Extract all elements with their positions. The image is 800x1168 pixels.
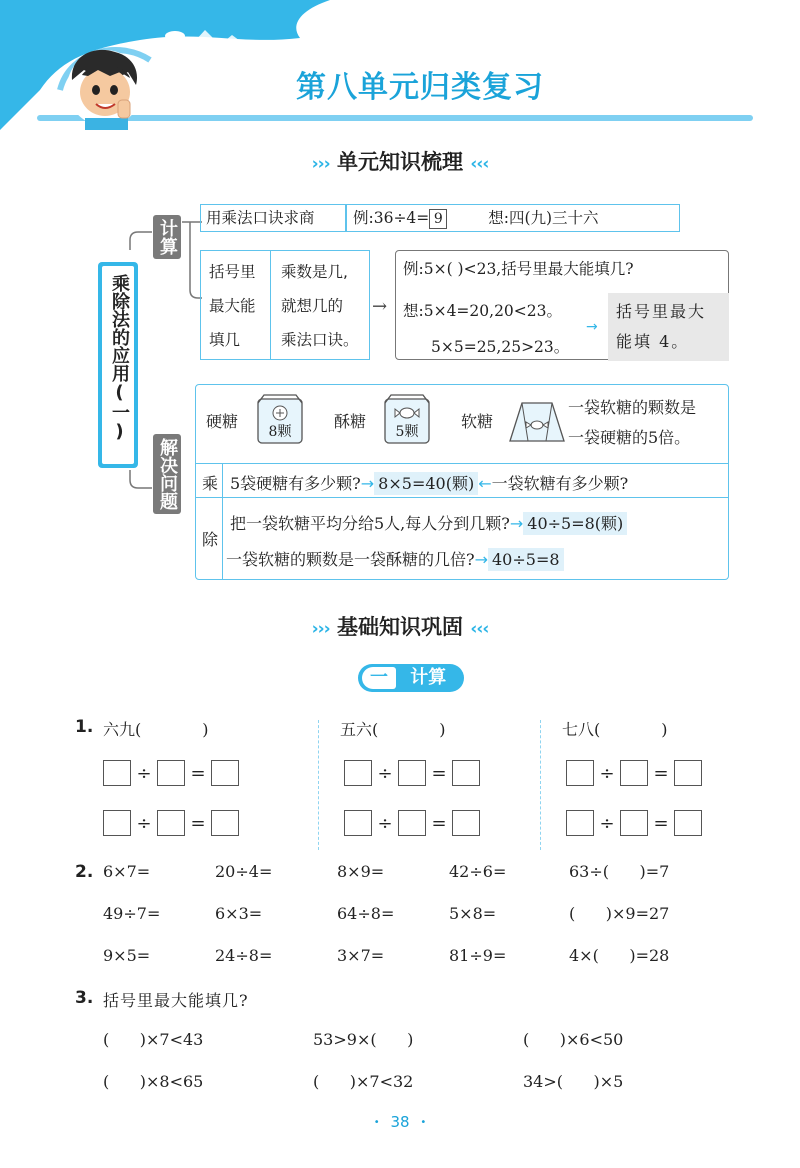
section-title-text: 单元知识梳理 xyxy=(337,150,463,174)
answer-box[interactable] xyxy=(620,760,648,786)
q1-equation: ÷ = xyxy=(103,810,239,836)
q1-equation: ÷ = xyxy=(566,760,702,786)
q3-item: 34>( )×5 xyxy=(523,1072,624,1091)
section-title-review xyxy=(0,146,800,176)
calc2-think2: 5×5=25,25>23。 xyxy=(431,338,570,356)
calc2-box xyxy=(200,250,370,360)
q2-item: 9×5= xyxy=(103,946,151,965)
arrows-right-icon: ‹‹‹ xyxy=(470,619,489,639)
q2-item: 6×3= xyxy=(215,904,263,923)
mindmap-root-text: 乘除法的应用(一) xyxy=(109,274,130,442)
q3-item: ( )×7<43 xyxy=(103,1030,204,1049)
answer-box[interactable] xyxy=(157,810,185,836)
q2-item: 20÷4= xyxy=(215,862,273,881)
arrow-left-icon: ← xyxy=(478,474,492,493)
q2-number: 2. xyxy=(75,862,94,882)
q2-item: 24÷8= xyxy=(215,946,273,965)
answer-box[interactable] xyxy=(157,760,185,786)
arrows-right-icon: ‹‹‹ xyxy=(470,154,489,174)
q3-grid xyxy=(103,1030,743,1114)
answer-box[interactable] xyxy=(211,760,239,786)
answer-box[interactable] xyxy=(211,810,239,836)
page-title: 第八单元归类复习 xyxy=(296,70,544,105)
q3-item: ( )×6<50 xyxy=(523,1030,624,1049)
q3-item: ( )×8<65 xyxy=(103,1072,204,1091)
calc1-think: 想:四(九)三十六 xyxy=(488,209,599,227)
calc1-example: 例:36÷4= 9 想:四(九)三十六 xyxy=(346,204,680,232)
answer-box[interactable] xyxy=(344,810,372,836)
answer-box[interactable] xyxy=(674,760,702,786)
q2-item: ( )×9=27 xyxy=(569,904,670,923)
arrows-left-icon: ››› xyxy=(311,619,330,639)
answer-box[interactable] xyxy=(452,810,480,836)
q3-title: 括号里最大能填几? xyxy=(103,991,249,1010)
label-solve: 解决问题 xyxy=(153,434,181,514)
mul-formula: 8×5=40(颗) xyxy=(374,472,478,495)
part-title: 计算 xyxy=(410,667,447,688)
answer-box[interactable] xyxy=(103,810,131,836)
q1-equation: ÷ = xyxy=(344,810,480,836)
q1-item-3: 七八( ) xyxy=(562,720,668,739)
calc2-tip: 括号里最大 能填 4。 xyxy=(608,293,729,361)
label-calc: 计算 xyxy=(153,215,181,259)
solve-box xyxy=(195,384,729,580)
candy-box-icon xyxy=(506,387,568,447)
q2-item: 3×7= xyxy=(337,946,385,965)
arrow-right-icon: → xyxy=(474,550,488,569)
q1-item-1: 六九( ) xyxy=(103,720,209,739)
q1-equation: ÷ = xyxy=(103,760,239,786)
mul-row: 5袋硬糖有多少颗?→ 8×5=40(颗) ←一袋软糖有多少颗? xyxy=(230,474,629,493)
part-badge xyxy=(358,664,464,692)
answer-box[interactable] xyxy=(566,810,594,836)
q2-item: 63÷( )=7 xyxy=(569,862,670,881)
tip-arrow-icon: → xyxy=(586,319,598,335)
q3-item: ( )×7<32 xyxy=(313,1072,414,1091)
candy-hard-count: 8颗 xyxy=(268,424,292,440)
q2-item: 5×8= xyxy=(449,904,497,923)
div-row-2: 一袋软糖的颗数是一袋酥糖的几倍?→ 40÷5=8 xyxy=(226,547,564,570)
q1-equation: ÷ = xyxy=(344,760,480,786)
q2-item: 4×( )=28 xyxy=(569,946,670,965)
candy-soft-label: 软糖 xyxy=(461,412,494,431)
q2-item: 64÷8= xyxy=(337,904,395,923)
section-title-basics xyxy=(0,611,800,641)
part-number: 一 xyxy=(362,667,396,689)
page-number: • 38 • xyxy=(373,1113,427,1131)
calc2-example: 例:5×( )<23,括号里最大能填几? xyxy=(403,260,634,278)
calc2-think1: 想:5×4=20,20<23。 xyxy=(403,302,563,320)
calc2-desc: 乘数是几, 就想几的 乘法口诀。 xyxy=(281,263,359,349)
q3-number: 3. xyxy=(75,988,94,1008)
calc1-answer: 9 xyxy=(429,209,447,229)
candy-crisp-count: 5颗 xyxy=(395,424,419,440)
answer-box[interactable] xyxy=(398,810,426,836)
q2-item: 42÷6= xyxy=(449,862,507,881)
q1-item-2: 五六( ) xyxy=(340,720,446,739)
q3-item: 53>9×( ) xyxy=(313,1030,414,1049)
mindmap-root xyxy=(98,262,138,468)
arrow-right-icon: → xyxy=(372,296,388,317)
answer-box[interactable] xyxy=(398,760,426,786)
div-row-1: 把一袋软糖平均分给5人,每人分到几颗?→ 40÷5=8(颗) xyxy=(230,511,627,534)
q2-item: 49÷7= xyxy=(103,904,161,923)
mul-label: 乘 xyxy=(202,474,219,493)
div-label: 除 xyxy=(202,530,219,549)
arrow-right-icon: → xyxy=(509,514,524,533)
calc1-method: 用乘法口诀求商 xyxy=(200,204,346,232)
q2-item: 8×9= xyxy=(337,862,385,881)
q1-number: 1. xyxy=(75,717,94,737)
q2-item: 81÷9= xyxy=(449,946,507,965)
q1-equation: ÷ = xyxy=(566,810,702,836)
answer-box[interactable] xyxy=(452,760,480,786)
answer-box[interactable] xyxy=(103,760,131,786)
section-title-text: 基础知识巩固 xyxy=(337,615,463,639)
candy-note: 一袋软糖的颗数是 一袋硬糖的5倍。 xyxy=(568,398,697,447)
calc2-label: 括号里 最大能 填几 xyxy=(201,251,271,359)
q2-item: 6×7= xyxy=(103,862,151,881)
arrow-right-icon: → xyxy=(360,474,375,493)
candy-crisp-label: 酥糖 xyxy=(334,412,367,431)
answer-box[interactable] xyxy=(566,760,594,786)
q2-grid xyxy=(103,862,743,988)
calc2-example-box xyxy=(395,250,729,360)
arrows-left-icon: ››› xyxy=(311,154,330,174)
answer-box[interactable] xyxy=(344,760,372,786)
answer-box[interactable] xyxy=(674,810,702,836)
answer-box[interactable] xyxy=(620,810,648,836)
candy-hard-label: 硬糖 xyxy=(206,412,239,431)
